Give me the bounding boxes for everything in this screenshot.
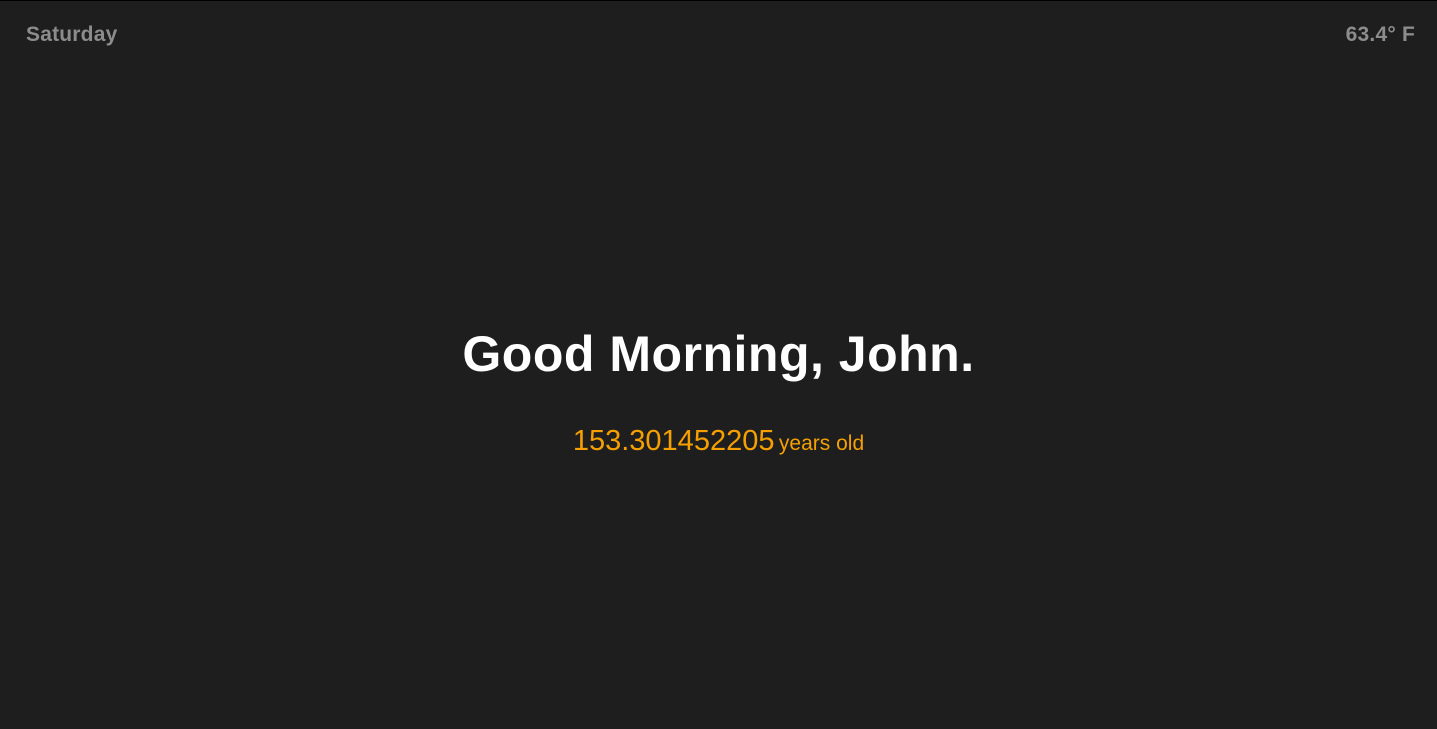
- greeting-heading: Good Morning, John.: [462, 326, 975, 382]
- day-label: Saturday: [26, 23, 118, 46]
- age-unit: years old: [778, 432, 865, 455]
- temperature-label: 63.4° F: [1345, 23, 1415, 46]
- age-display: [0, 425, 1437, 458]
- age-value: 153.301452205: [572, 425, 775, 457]
